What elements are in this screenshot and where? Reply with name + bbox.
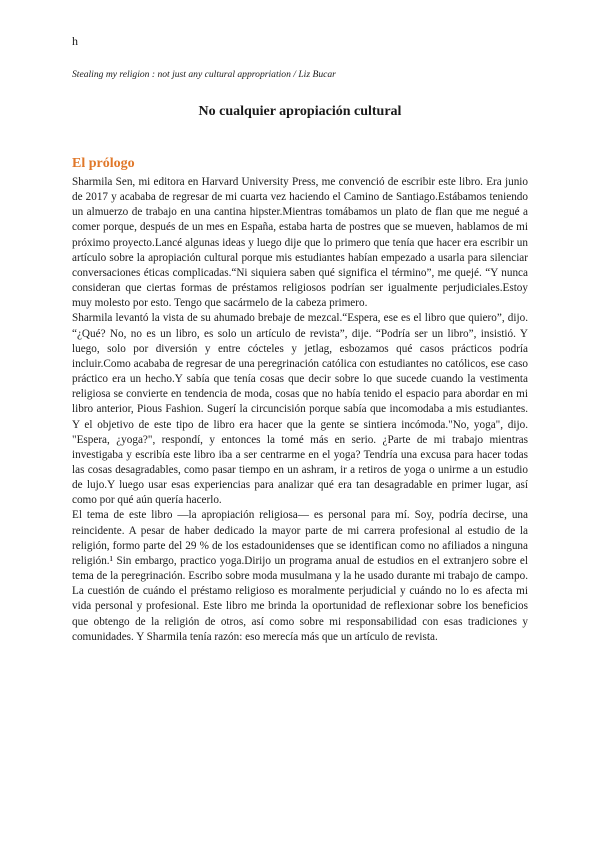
body-text [72, 175, 528, 645]
citation-line: Stealing my religion : not just any cultural appropriation / Liz Bucar [72, 69, 336, 80]
section-heading: El prólogo [72, 156, 135, 171]
document-title: No cualquier apropiación cultural [198, 104, 402, 119]
paragraph: Sharmila levantó la vista de su ahumado brebaje de mezcal.“Espera, ese es el libro que quiero”, dijo. “¿Qué? No, no es un libro, es solo un artículo de revista”, dije. “Podría ser un libro”, insistió. Y luego, solo por diversión y entre cócteles y jetlag, esbozamos qué casos prácticos podría incluir.Como acababa de regresar de una peregrinación católica con estudiantes no católicos, ese caso práctico era un hecho.Y sabía que tenía cosas que decir sobre lo que sucede cuando la vestimenta religiosa se convierte en tendencia de moda, cosas que no había tenido el espacio para abordar en mi libro anterior, Pious Fashion. Sugerí la circuncisión porque sabía que incomodaba a mis estudiantes. Y el objetivo de este tipo de libro era hacer que la gente se sintiera incómoda."No, yoga", dijo. "Espera, ¿yoga?", respondí, y entonces la tomé más en serio. ¿Parte de mi trabajo mientras investigaba y escribía este libro iba a ser centrarme en el yoga? Tendría una excusa para hacer todas las cosas desagradables, como pasar tiempo en un ashram, ir a retiros de yoga o unirme a un estudio de lujo.Y luego usar esas experiencias para analizar qué era tan desagradable en primer lugar, así como por qué aún quería hacerlo. [72, 312, 528, 507]
paragraph: Sharmila Sen, mi editora en Harvard University Press, me convenció de escribir este libro. Era junio de 2017 y acababa de regresar de mi cuarta vez haciendo el Camino de Santiago.Estábamos teniendo un almuerzo de trabajo en una cantina hipster.Mientras tomábamos un plato de flan que me negué a comer porque, después de un mes en España, estaba harta de postres que se mueven, hablamos de mi próximo proyecto.Lancé algunas ideas y luego dije que lo primero que tenía que hacer era escribir un artículo sobre la apropiación cultural porque mis estudiantes habían empezado a usarla para silenciar conversaciones éticas complicadas.“Ni siquiera saben qué significa el término”, me quejé. “Y nunca consideran que ciertas formas de préstamos religiosos podrían ser igualmente perjudiciales.Estoy muy molesto por esto. Tengo que sacármelo de la cabeza primero. [72, 176, 528, 310]
header-mark: h [72, 34, 78, 48]
paragraph: El tema de este libro —la apropiación religiosa— es personal para mí. Soy, podría decirse, una reincidente. A pesar de haber dedicado la mayor parte de mi carrera profesional al estudio de la religión, formo parte del 29 % de los estadounidenses que se identifican como no afiliados a ninguna religión.¹ Sin embargo, practico yoga.Dirijo un programa anual de estudios en el extranjero sobre el tema de la peregrinación. Escribo sobre moda musulmana y la he usado durante mi trabajo de campo. La cuestión de cuándo el préstamo religioso es moralmente perjudicial y cuándo no lo es afecta mi vida personal y profesional. Este libro me brinda la oportunidad de reflexionar sobre los beneficios que obtengo de la religión de otros, así como sobre mi responsabilidad con esas tradiciones y comunidades. Y Sharmila tenía razón: eso merecía más que un artículo de revista. [72, 509, 528, 643]
